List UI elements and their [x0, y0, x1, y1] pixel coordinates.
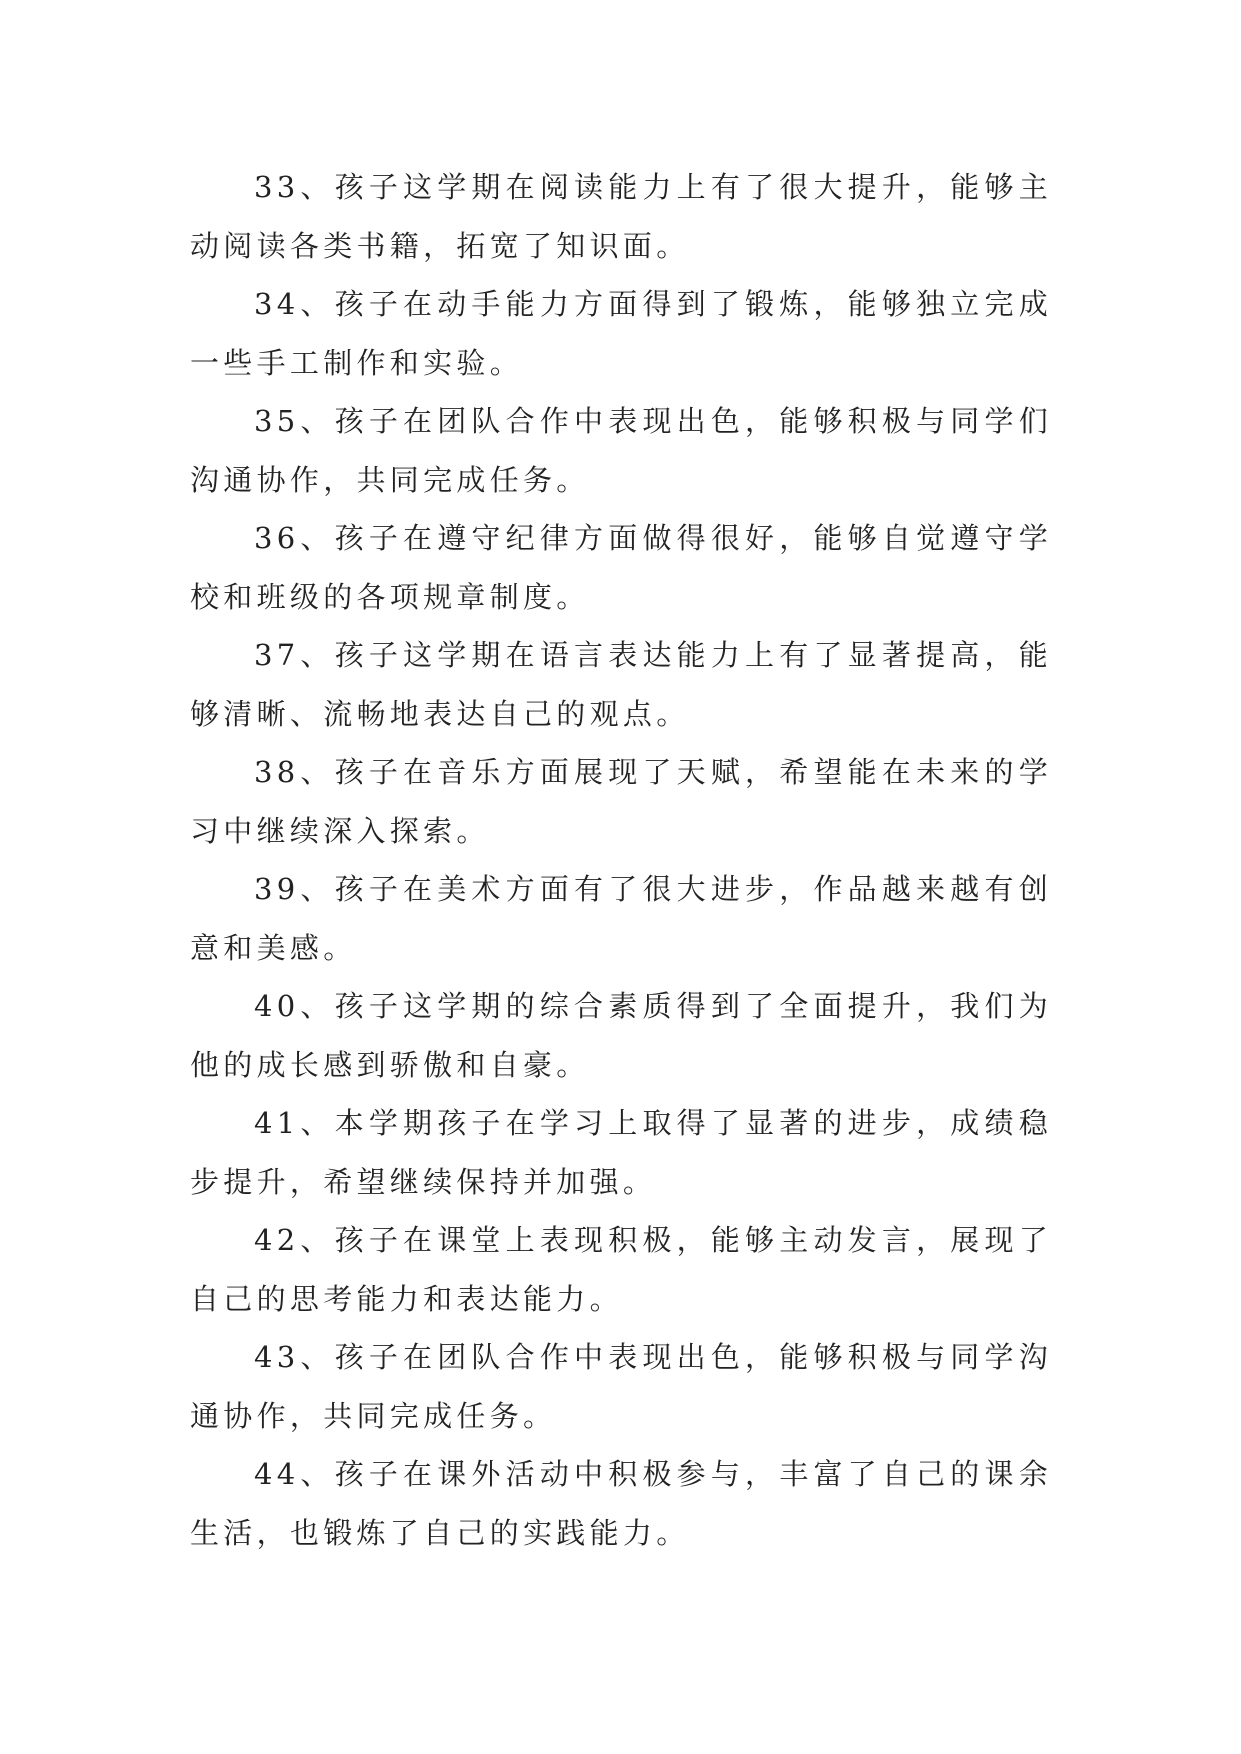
paragraph-41: 41、本学期孩子在学习上取得了显著的进步，成绩稳步提升，希望继续保持并加强。	[190, 1106, 1052, 1199]
document-body	[190, 158, 1052, 1562]
paragraph-33: 33、孩子这学期在阅读能力上有了很大提升，能够主动阅读各类书籍，拓宽了知识面。	[190, 170, 1052, 263]
paragraph-37: 37、孩子这学期在语言表达能力上有了显著提高，能够清晰、流畅地表达自己的观点。	[190, 638, 1052, 731]
paragraph-38: 38、孩子在音乐方面展现了天赋，希望能在未来的学习中继续深入探索。	[190, 755, 1052, 848]
paragraph-43: 43、孩子在团队合作中表现出色，能够积极与同学沟通协作，共同完成任务。	[190, 1340, 1052, 1433]
paragraph-40: 40、孩子这学期的综合素质得到了全面提升，我们为他的成长感到骄傲和自豪。	[190, 989, 1052, 1082]
paragraph-44: 44、孩子在课外活动中积极参与，丰富了自己的课余生活，也锻炼了自己的实践能力。	[190, 1457, 1052, 1550]
paragraph-42: 42、孩子在课堂上表现积极，能够主动发言，展现了自己的思考能力和表达能力。	[190, 1223, 1052, 1316]
paragraph-35: 35、孩子在团队合作中表现出色，能够积极与同学们沟通协作，共同完成任务。	[190, 404, 1052, 497]
paragraph-36: 36、孩子在遵守纪律方面做得很好，能够自觉遵守学校和班级的各项规章制度。	[190, 521, 1052, 614]
paragraph-34: 34、孩子在动手能力方面得到了锻炼，能够独立完成一些手工制作和实验。	[190, 287, 1052, 380]
paragraph-39: 39、孩子在美术方面有了很大进步，作品越来越有创意和美感。	[190, 872, 1052, 965]
